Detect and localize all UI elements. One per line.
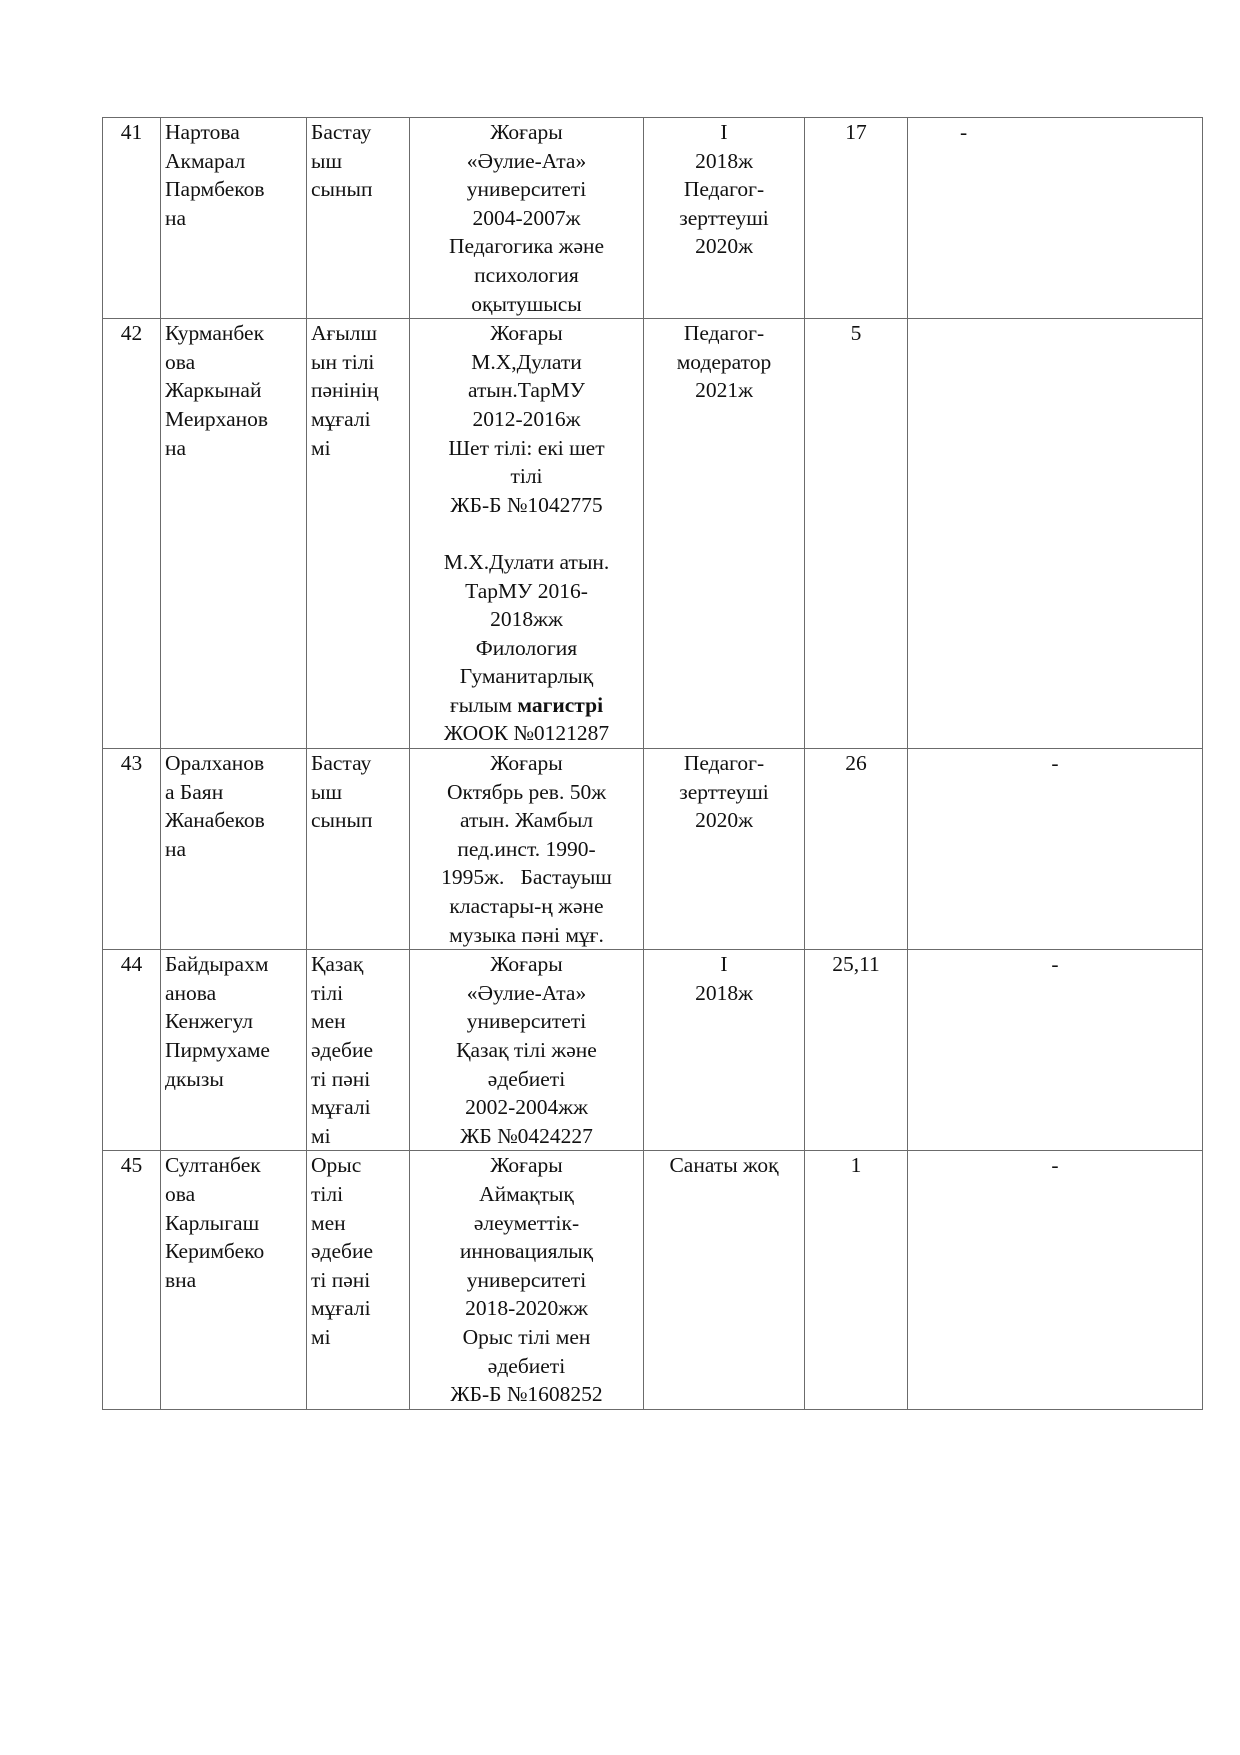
teacher-name-line: а Баян [165, 779, 224, 804]
teacher-name-line: Жаркынай [165, 378, 262, 403]
row-number: 41 [103, 118, 161, 319]
teacher-name-line: Султанбек [165, 1153, 261, 1178]
teacher-name-line: Байдырахм [165, 952, 269, 977]
category [644, 749, 805, 950]
education-line: 2018-2020жж [465, 1296, 588, 1321]
subject-line: әдебие [311, 1239, 374, 1264]
teacher-name-line: ова [165, 349, 196, 374]
note [908, 1151, 1203, 1409]
subject-line: Бастау [311, 751, 372, 776]
education-line: Филология [475, 635, 578, 660]
teacher-name [161, 749, 307, 950]
education-line: ғылым магистрі [449, 692, 604, 717]
subject-line: ыш [311, 148, 343, 173]
education-line: оқытушысы [471, 291, 582, 316]
category-line: зерттеуші [679, 779, 769, 804]
subject-line: әдебие [311, 1038, 374, 1062]
subject [307, 749, 410, 950]
education-line: 2018жж [490, 607, 563, 632]
education-line: музыка пәні мұғ. [449, 922, 604, 947]
education [410, 319, 644, 749]
education-line: әдебиеті [487, 1066, 566, 1091]
note [908, 950, 1203, 1151]
subject-line: мұғалі [311, 406, 371, 431]
education-line: «Әулие-Ата» [466, 980, 587, 1005]
row-number: 45 [103, 1151, 161, 1409]
table-row [103, 319, 1203, 749]
teacher-name-line: Пирмухаме [165, 1038, 270, 1062]
category-line: 2021ж [695, 378, 753, 403]
subject-line: Бастау [311, 120, 372, 144]
education-line: Гуманитарлық [459, 664, 594, 689]
education-line: 2004-2007ж [472, 205, 581, 230]
subject-line: тілі [311, 1181, 344, 1206]
category-line: зерттеуші [679, 205, 769, 230]
education-line: Жоғары [490, 751, 563, 776]
category-line: 2020ж [695, 808, 753, 833]
subject-line: мі [311, 435, 331, 460]
note-text: - [1051, 751, 1059, 776]
category-line: 2018ж [695, 148, 753, 173]
row-number: 43 [103, 749, 161, 950]
subject-line: мі [311, 1123, 331, 1148]
teacher-name-line: на [165, 435, 187, 460]
teacher-name-line: Меирханов [165, 406, 269, 431]
education-line: 2002-2004жж [465, 1095, 588, 1120]
note [908, 749, 1203, 950]
education-line: ТарМУ 2016- [465, 578, 588, 603]
table-row [103, 118, 1203, 319]
education-line: Шет тілі: екі шет [448, 435, 605, 460]
education-line: тілі [510, 464, 543, 489]
education [410, 118, 644, 319]
teacher-name [161, 950, 307, 1151]
teacher-name-line: Кенжегул [165, 1009, 254, 1034]
subject [307, 319, 410, 749]
category-line: I [720, 120, 728, 144]
experience: 25,11 [805, 950, 908, 1151]
category [644, 950, 805, 1151]
category-line: Педагог- [683, 321, 765, 346]
education-line: Аймақтық [479, 1181, 574, 1206]
teacher-name-line: Акмарал [165, 148, 246, 173]
education-line: инновациялық [459, 1239, 594, 1264]
note-text: - [1051, 952, 1059, 977]
subject [307, 950, 410, 1151]
education-line: атын. Жамбыл [459, 808, 594, 833]
subject-line: мұғалі [311, 1095, 371, 1120]
teacher-name-line: Оралханов [165, 751, 265, 776]
category [644, 118, 805, 319]
education-line: Октябрь рев. 50ж [446, 779, 607, 804]
subject-line: Ағылш [311, 321, 378, 346]
education-line: 1995ж. Бастауыш [441, 865, 612, 890]
education-line: М.Х,Дулати [471, 349, 582, 374]
subject-line: мен [311, 1009, 346, 1034]
education [410, 749, 644, 950]
teacher-name-line: на [165, 205, 187, 230]
teacher-name-line: Курманбек [165, 321, 265, 346]
education-line: Жоғары [490, 321, 563, 346]
category-line: Санаты жоқ [669, 1153, 779, 1178]
teacher-name-line: на [165, 836, 187, 861]
education-line: ЖБ-Б №1608252 [450, 1382, 603, 1407]
subject-line: сынып [311, 808, 373, 833]
teacher-name [161, 319, 307, 749]
staff-table-body [103, 118, 1203, 1410]
education-line: Жоғары [490, 1153, 563, 1178]
subject [307, 118, 410, 319]
education-line: университеті [466, 177, 587, 202]
teacher-name-line: ова [165, 1181, 196, 1206]
experience: 1 [805, 1151, 908, 1409]
education-line: Жоғары [490, 952, 563, 977]
category-line: I [720, 952, 728, 977]
table-row [103, 950, 1203, 1151]
subject-line: пәнінің [311, 378, 379, 403]
subject-line: мі [311, 1324, 331, 1349]
education-line: психология [474, 262, 579, 287]
education [410, 1151, 644, 1409]
education-line: Педагогика және [448, 234, 605, 259]
education-line [414, 519, 639, 548]
category-line: 2020ж [695, 234, 753, 259]
teacher-name-line: Керимбеко [165, 1239, 265, 1264]
subject-line: мұғалі [311, 1296, 371, 1321]
subject-line: Қазақ [311, 952, 364, 977]
education-line: М.Х.Дулати атын. [443, 549, 610, 574]
category [644, 319, 805, 749]
education-line: Жоғары [490, 120, 563, 144]
note [908, 118, 1203, 319]
subject-line: сынып [311, 177, 373, 202]
note-text: - [1051, 1153, 1059, 1178]
subject-line: ті пәні [311, 1267, 371, 1292]
education-line: кластары-ң және [449, 894, 604, 919]
staff-table [102, 117, 1203, 1410]
education-line: Қазақ тілі және [456, 1038, 597, 1062]
note-text: - [960, 120, 968, 144]
category-line: 2018ж [695, 980, 753, 1005]
education-line: әлеуметтік- [473, 1210, 580, 1235]
row-number: 44 [103, 950, 161, 1151]
table-row [103, 749, 1203, 950]
education-line: университеті [466, 1267, 587, 1292]
teacher-name [161, 1151, 307, 1409]
subject [307, 1151, 410, 1409]
table-row [103, 1151, 1203, 1409]
subject-line: Орыс [311, 1153, 362, 1178]
category [644, 1151, 805, 1409]
teacher-name [161, 118, 307, 319]
teacher-name-line: Нартова [165, 120, 240, 144]
education-line: ЖООК №0121287 [443, 721, 610, 746]
experience: 17 [805, 118, 908, 319]
note [908, 319, 1203, 749]
education [410, 950, 644, 1151]
education-line: университеті [466, 1009, 587, 1034]
education-line: ЖБ-Б №1042775 [450, 492, 603, 517]
subject-line: мен [311, 1210, 346, 1235]
education-line: 2012-2016ж [472, 406, 581, 431]
subject-line: ын тілі [311, 349, 375, 374]
subject-line: ыш [311, 779, 343, 804]
teacher-name-line: Карлыгаш [165, 1210, 260, 1235]
experience: 5 [805, 319, 908, 749]
teacher-name-line: вна [165, 1267, 197, 1292]
education-line: атын.ТарМУ [468, 378, 585, 403]
experience: 26 [805, 749, 908, 950]
education-line: әдебиеті [487, 1353, 566, 1378]
category-line: Педагог- [683, 177, 765, 202]
education-line: «Әулие-Ата» [466, 148, 587, 173]
teacher-name-line: дкызы [165, 1066, 224, 1091]
teacher-name-line: Жанабеков [165, 808, 265, 833]
subject-line: ті пәні [311, 1066, 371, 1091]
row-number: 42 [103, 319, 161, 749]
category-line: Педагог- [683, 751, 765, 776]
education-line: ЖБ №0424227 [460, 1123, 593, 1148]
education-line: Орыс тілі мен [462, 1324, 591, 1349]
subject-line: тілі [311, 980, 344, 1005]
teacher-name-line: анова [165, 980, 217, 1005]
education-line: пед.инст. 1990- [457, 836, 596, 861]
education-degree: магистрі [517, 692, 604, 717]
teacher-name-line: Пармбеков [165, 177, 265, 202]
category-line: модератор [676, 349, 772, 374]
